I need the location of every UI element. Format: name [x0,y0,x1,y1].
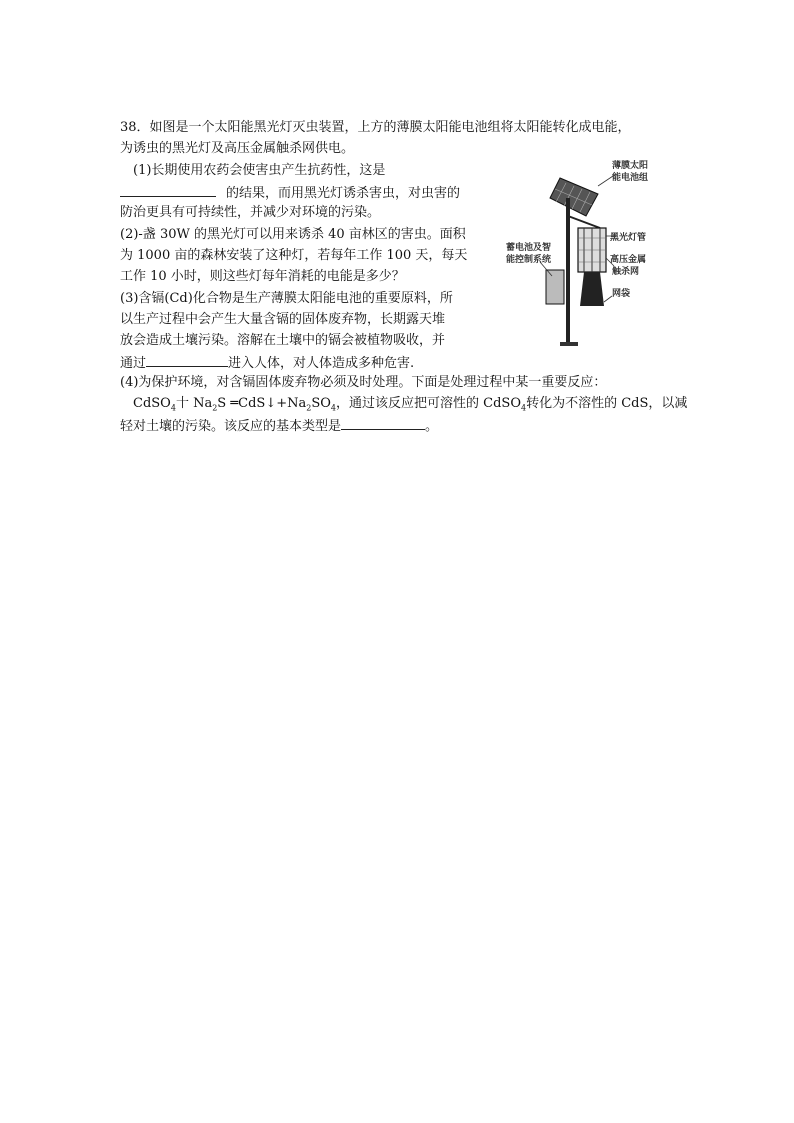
part4-line3-text: 轻对土壤的污染。该反应的基本类型是 [120,419,342,434]
eq-cdso4: CdSO [133,396,171,411]
lamp-pole [566,198,570,346]
part1-line1: (1)长期使用农药会使害虫产生抗药性，这是 [133,163,386,178]
answer-blank-2[interactable] [146,352,228,367]
part3-line4-before: 通过 [120,356,147,371]
eq-products: S ═CdS↓+Na [217,396,307,411]
question-intro-line2: 为诱虫的黑光灯及高压金属触杀网供电。 [120,141,355,156]
part4-line3-end: 。 [425,419,439,434]
part3-line3: 放会造成土壤污染。溶解在土壤中的镉会被植物吸收，并 [120,333,446,348]
label-net: 高压金属 [610,255,647,265]
eq-plus-na: 十 Na [175,396,213,411]
eq-sub: 4 [330,403,337,413]
part4-line1: (4)为保护环境，对含镉固体废弃物必须及时处理。下面是处理过程中某一重要反应： [120,375,607,390]
part3-line2: 以生产过程中会产生大量含镉的固体废弃物，长期露天堆 [120,312,446,327]
net-bag-icon [580,272,604,306]
part4-line3 [120,415,438,437]
answer-blank-1[interactable] [120,182,216,197]
solar-panel-icon [550,178,598,216]
battery-box-icon [546,270,564,304]
label-bag: 网袋 [612,289,631,299]
eq-sub: 4 [520,403,527,413]
eq-sub: 2 [306,403,312,413]
label-battery: 蓄电池及智 [506,243,552,253]
part2-line3: 工作 10 小时，则这些灯每年消耗的电能是多少？ [120,269,405,284]
label-lamp: 黑光灯管 [610,233,647,243]
question-intro-line1: 38．如图是一个太阳能黑光灯灭虫装置，上方的薄膜太阳能电池组将太阳能转化成电能， [120,120,631,135]
eq-so: SO [311,396,331,411]
eq-sub: 2 [212,403,218,413]
part2-line1: (2)-盏 30W 的黑光灯可以用来诱杀 40 亩林区的害虫。面积 [120,227,466,242]
eq-explanation-2: 转化为不溶性的 CdS，以减 [526,396,688,411]
black-light-lamp-icon [578,228,606,272]
label-solar: 薄膜太阳 [612,161,649,171]
eq-explanation: ，通过该反应把可溶性的 CdSO [336,396,521,411]
solar-lamp-figure [500,158,650,350]
label-battery-2: 能控制系统 [506,255,552,265]
part2-line2: 为 1000 亩的森林安装了这种灯，若每年工作 100 天，每天 [120,248,468,263]
label-solar-2: 能电池组 [612,173,649,183]
answer-blank-3[interactable] [341,415,425,430]
eq-sub: 4 [170,403,176,413]
part1-line3: 防治更具有可持续性，并减少对环境的污染。 [120,205,381,220]
part1-line2-text: 的结果，而用黑光灯诱杀害虫，对虫害的 [226,186,461,201]
part3-line4 [120,352,414,374]
part3-line4-after: 进入人体，对人体造成多种危害. [228,356,415,371]
part3-line1: (3)含镉(Cd)化合物是生产薄膜太阳能电池的重要原料，所 [120,291,453,306]
label-net-2: 触杀网 [612,267,640,277]
part1-line2 [120,182,460,204]
part4-equation-line [133,394,687,414]
